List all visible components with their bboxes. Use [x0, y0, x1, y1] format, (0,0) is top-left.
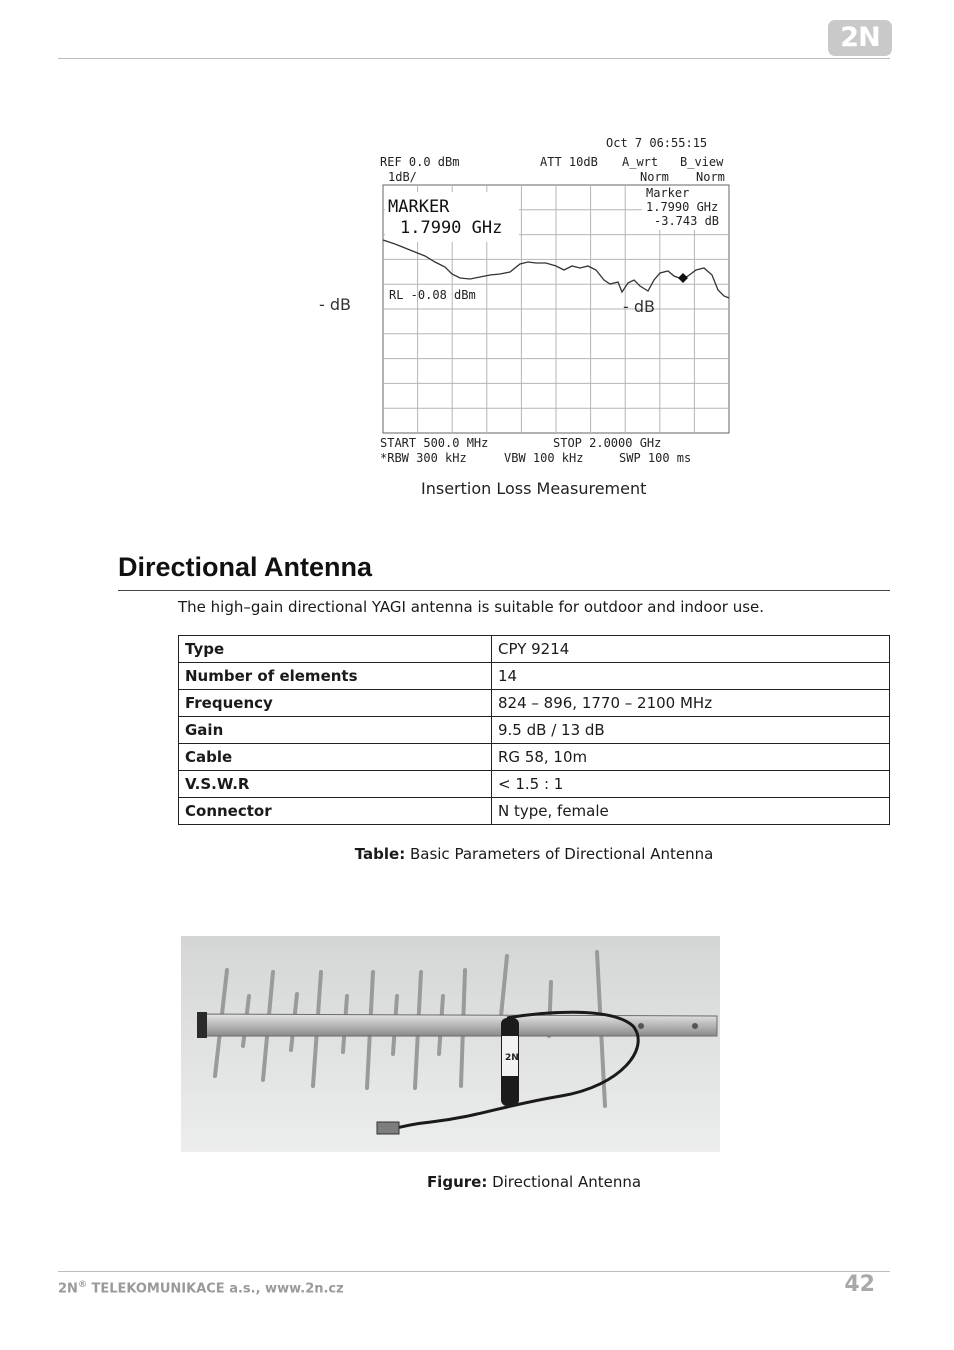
param-key: Cable: [179, 744, 492, 771]
footer-company: [58, 1280, 344, 1296]
analyzer-scale: 1dB/: [388, 170, 417, 184]
analyzer-b-mode: Norm: [696, 170, 725, 184]
param-value: RG 58, 10m: [492, 744, 890, 771]
figure-caption: [178, 1173, 890, 1191]
analyzer-start: START 500.0 MHz: [380, 436, 489, 450]
analyzer-a-mode: Norm: [640, 170, 669, 184]
analyzer-caption: Insertion Loss Measurement: [421, 479, 647, 498]
table-caption-text: Basic Parameters of Directional Antenna: [405, 845, 714, 863]
param-value: 14: [492, 663, 890, 690]
table-row: [179, 663, 890, 690]
param-key: Type: [179, 636, 492, 663]
parameters-table: [178, 635, 890, 825]
footer-company-prefix: 2N: [58, 1281, 78, 1297]
param-key: Number of elements: [179, 663, 492, 690]
table-row: [179, 744, 890, 771]
table-row: [179, 690, 890, 717]
insertion-loss-figure: [300, 130, 740, 505]
header-rule: [58, 58, 890, 59]
analyzer-vbw: VBW 100 kHz: [504, 451, 584, 465]
marker-big-freq: 1.7990 GHz: [400, 218, 503, 238]
trace-marker: [678, 273, 688, 283]
param-value: 9.5 dB / 13 dB: [492, 717, 890, 744]
left-db-label: - dB: [319, 295, 351, 314]
analyzer-rl: RL -0.08 dBm: [389, 288, 476, 302]
analyzer-b-label: B_view: [680, 155, 724, 169]
marker-small-level: -3.743 dB: [654, 214, 720, 228]
registered-mark: ®: [77, 1280, 87, 1290]
table-row: [179, 717, 890, 744]
trace-db-label: - dB: [623, 297, 655, 316]
analyzer-rbw: *RBW 300 kHz: [380, 451, 467, 465]
param-value: < 1.5 : 1: [492, 771, 890, 798]
antenna-photo: [181, 936, 720, 1152]
section-title-rule: [118, 590, 890, 591]
antenna-label: 2N: [505, 1053, 519, 1063]
analyzer-att: ATT 10dB: [540, 155, 598, 169]
table-caption: [178, 845, 890, 863]
company-logo: 2N: [828, 20, 892, 56]
param-key: V.S.W.R: [179, 771, 492, 798]
analyzer-stop: STOP 2.0000 GHz: [553, 436, 662, 450]
param-value: 824 – 896, 1770 – 2100 MHz: [492, 690, 890, 717]
table-caption-label: Table:: [354, 845, 406, 863]
footer-company-rest: TELEKOMUNIKACE a.s., www.2n.cz: [86, 1281, 344, 1297]
param-value: N type, female: [492, 798, 890, 825]
param-key: Connector: [179, 798, 492, 825]
analyzer-a-label: A_wrt: [622, 155, 659, 169]
analyzer-screen: [300, 130, 740, 505]
param-key: Frequency: [179, 690, 492, 717]
analyzer-swp: SWP 100 ms: [619, 451, 692, 465]
analyzer-ref: REF 0.0 dBm: [380, 155, 460, 169]
table-row: [179, 771, 890, 798]
marker-big-title: MARKER: [388, 197, 450, 217]
figure-caption-label: Figure:: [426, 1173, 488, 1191]
section-intro: The high–gain directional YAGI antenna is suitable for outdoor and indoor use.: [178, 598, 765, 616]
table-row: [179, 798, 890, 825]
footer-rule: [58, 1271, 890, 1272]
page-number: 42: [844, 1272, 875, 1297]
param-key: Gain: [179, 717, 492, 744]
table-row: [179, 636, 890, 663]
param-value: CPY 9214: [492, 636, 890, 663]
antenna-illustration: [181, 936, 720, 1152]
analyzer-timestamp: Oct 7 06:55:15: [606, 136, 708, 150]
marker-small-title: Marker: [646, 186, 690, 200]
figure-caption-text: Directional Antenna: [487, 1173, 642, 1191]
section-title: Directional Antenna: [118, 552, 373, 582]
marker-small-freq: 1.7990 GHz: [646, 200, 719, 214]
